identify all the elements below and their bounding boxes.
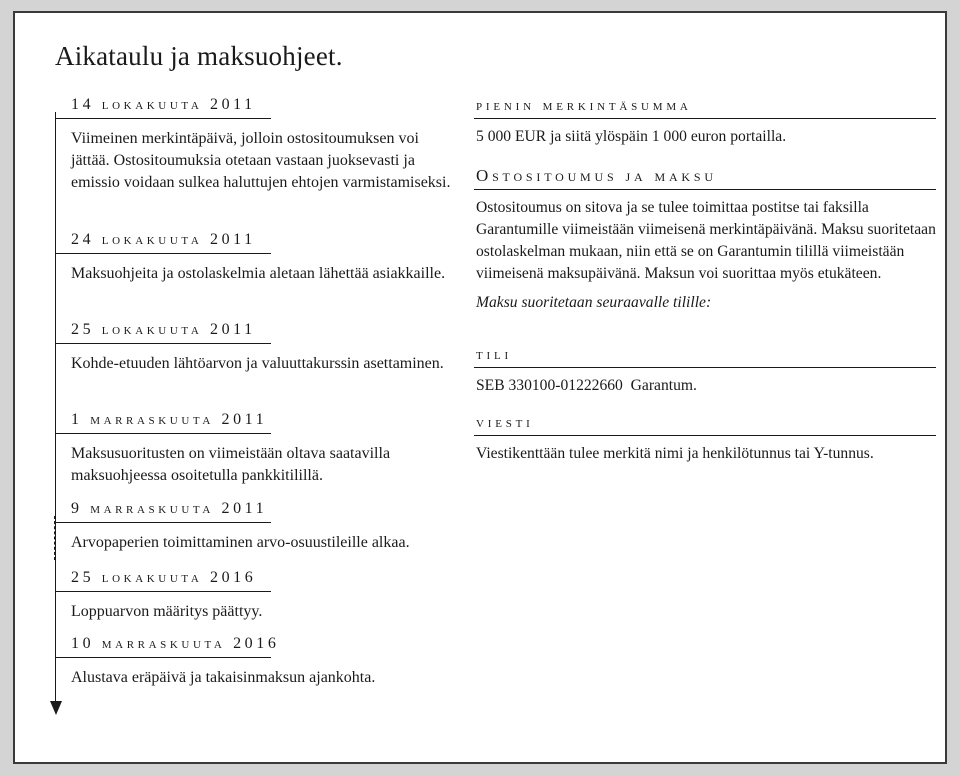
timeline-text: Loppuarvon määritys päättyy. — [71, 603, 263, 620]
section-heading: viesti — [474, 414, 936, 436]
commitment-section — [474, 166, 936, 314]
min-subscription-section — [474, 97, 936, 148]
section-heading: pienin merkintäsumma — [474, 97, 936, 119]
timeline-text: Kohde-etuuden lähtöarvon ja valuuttakurssin asettaminen. — [71, 355, 444, 372]
page-title: Aikataulu ja maksuohjeet. — [55, 41, 343, 71]
section-text: Ostositoumus on sitova ja se tulee toimittaa postitse tai faksilla Garantumille viimeistään viimeisenä merkintäpäivänä. Maksu suoritetaan ostolaskelman mukaan, niin että se on Garantumin tilillä viimeistään viimeisenä maksupäivänä. Maksun voi suorittaa myös etukäteen. — [476, 199, 936, 282]
timeline-text: Maksusuoritusten on viimeistään oltava saatavilla maksuohjeessa osoitetulla pankkitilillä. — [71, 445, 391, 484]
document-page — [13, 11, 947, 764]
timeline-date: 10 marraskuuta 2016 — [55, 635, 271, 658]
account-section — [474, 346, 936, 397]
timeline-date: 24 lokakuuta 2011 — [55, 231, 271, 254]
section-heading: tili — [474, 346, 936, 368]
section-heading: Ostositoumus ja maksu — [474, 166, 936, 190]
timeline-arrow-icon — [50, 701, 62, 715]
timeline-entry — [55, 231, 461, 285]
account-number: SEB 330100-01222660 Garantum. — [476, 377, 697, 394]
timeline-text: Arvopaperien toimittaminen arvo-osuustileille alkaa. — [71, 534, 410, 551]
timeline-entry — [55, 500, 461, 554]
section-text: Viestikenttään tulee merkitä nimi ja henkilötunnus tai Y-tunnus. — [476, 445, 874, 462]
timeline-entry — [55, 635, 461, 689]
message-section — [474, 414, 936, 465]
section-text: 5 000 EUR ja siitä ylöspäin 1 000 euron portailla. — [476, 128, 787, 145]
timeline-date: 25 lokakuuta 2011 — [55, 321, 271, 344]
timeline-entry — [55, 411, 461, 487]
timeline-date: 25 lokakuuta 2016 — [55, 569, 271, 592]
timeline-date: 9 marraskuuta 2011 — [55, 500, 271, 523]
timeline-entry — [55, 96, 461, 194]
payment-note: Maksu suoritetaan seuraavalle tilille: — [476, 294, 712, 311]
timeline-entry — [55, 321, 461, 375]
timeline-text: Viimeinen merkintäpäivä, jolloin ostositoumuksen voi jättää. Ostositoumuksia otetaan vastaan juoksevasti ja emissio voidaan sulkea haluttujen ehtojen varmistamiseksi. — [71, 130, 451, 191]
timeline-text: Maksuohjeita ja ostolaskelmia aletaan lähettää asiakkaille. — [71, 265, 446, 282]
timeline-entry — [55, 569, 461, 623]
timeline-date: 1 marraskuuta 2011 — [55, 411, 271, 434]
timeline-date: 14 lokakuuta 2011 — [55, 96, 271, 119]
timeline-text: Alustava eräpäivä ja takaisinmaksun ajankohta. — [71, 669, 376, 686]
